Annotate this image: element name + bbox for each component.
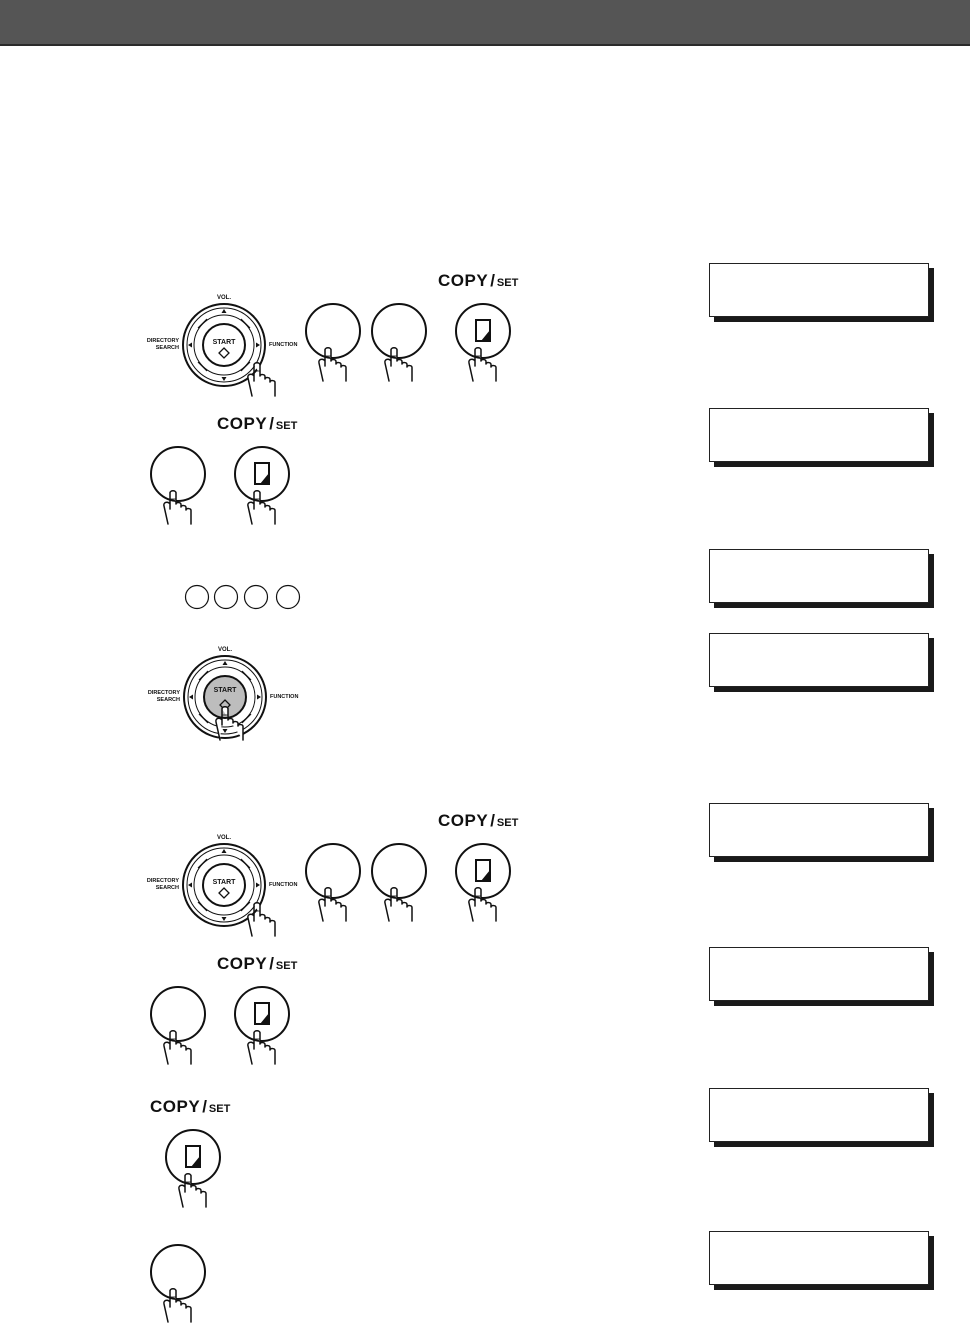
step-8-keys <box>151 1245 205 1322</box>
svg-text:SEARCH: SEARCH <box>155 345 179 351</box>
svg-text:START: START <box>212 879 236 886</box>
copy-set-label: COPY / SET <box>217 954 298 973</box>
svg-text:FUNCTION: FUNCTION <box>270 694 299 700</box>
step-6-keys <box>151 987 289 1064</box>
copy-set-label: COPY / SET <box>438 811 519 830</box>
svg-text:VOL.: VOL. <box>216 295 232 301</box>
svg-text:START: START <box>212 339 236 346</box>
svg-text:START: START <box>213 687 237 694</box>
step-5-keys <box>147 835 510 936</box>
svg-text:FUNCTION: FUNCTION <box>269 342 298 348</box>
svg-text:FUNCTION: FUNCTION <box>269 882 298 888</box>
svg-text:DIRECTORY: DIRECTORY <box>147 690 180 696</box>
svg-text:SEARCH: SEARCH <box>155 885 179 891</box>
svg-text:VOL.: VOL. <box>217 647 233 653</box>
svg-text:VOL.: VOL. <box>216 835 232 841</box>
step-7-keys <box>166 1130 220 1207</box>
step-1-keys <box>147 295 510 396</box>
copy-set-label: COPY / SET <box>150 1097 231 1116</box>
svg-text:DIRECTORY: DIRECTORY <box>146 878 179 884</box>
copy-set-label: COPY / SET <box>217 414 298 433</box>
copy-set-label: COPY / SET <box>438 271 519 290</box>
step-3-small-keys <box>186 586 300 609</box>
svg-text:SEARCH: SEARCH <box>156 697 180 703</box>
step-2-keys <box>151 447 289 524</box>
svg-text:DIRECTORY: DIRECTORY <box>146 338 179 344</box>
step-4-start-key <box>148 647 299 740</box>
